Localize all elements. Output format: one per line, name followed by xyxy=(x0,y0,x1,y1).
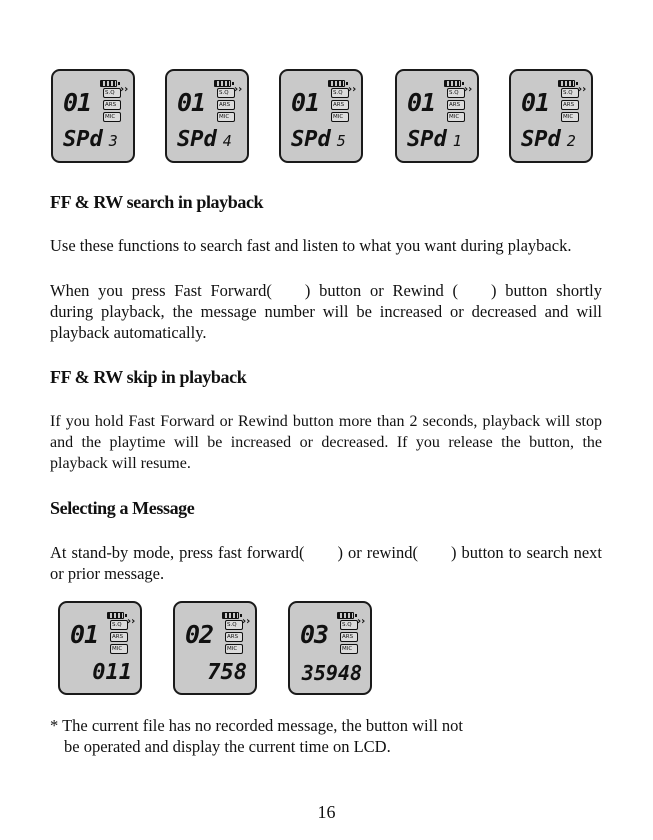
lcd-mode-indicators xyxy=(561,88,585,124)
lcd-display-message-02 xyxy=(173,601,257,695)
mode-sq: S.Q ›› xyxy=(340,620,358,630)
battery-icon xyxy=(328,80,345,87)
mode-ars: ARS xyxy=(110,632,128,642)
mode-ars: ARS xyxy=(217,100,235,110)
lcd-message-number: 01 xyxy=(70,620,99,649)
mode-mic: MIC xyxy=(103,112,121,122)
battery-icon xyxy=(100,80,117,87)
lcd-message-number: 03 xyxy=(300,620,329,649)
para-selecting-message: At stand-by mode, press fast forward( ) or rewind( ) button to search next or prior message. xyxy=(50,543,602,583)
lcd-message-number: 01 xyxy=(63,88,92,117)
battery-icon xyxy=(222,612,239,619)
mode-mic: MIC xyxy=(110,644,128,654)
lcd-mode-indicators xyxy=(110,620,134,656)
lcd-speed-readout xyxy=(63,128,125,153)
mode-sq: S.Q ›› xyxy=(110,620,128,630)
mode-ars: ARS xyxy=(103,100,121,110)
lcd-speed-readout xyxy=(291,128,353,153)
lcd-speed-value: 5 xyxy=(336,132,346,150)
lcd-speed-readout xyxy=(521,128,583,153)
footnote-line-1: * The current file has no recorded message, the button will not xyxy=(50,716,463,735)
lcd-display-speed-3 xyxy=(51,69,135,163)
lcd-display-message-01 xyxy=(58,601,142,695)
lcd-display-speed-4 xyxy=(165,69,249,163)
page-number: 16 xyxy=(317,802,336,822)
battery-icon xyxy=(444,80,461,87)
mode-sq: S.Q ›› xyxy=(217,88,235,98)
mode-mic: MIC xyxy=(217,112,235,122)
mode-mic: MIC xyxy=(447,112,465,122)
battery-icon xyxy=(558,80,575,87)
battery-icon xyxy=(337,612,354,619)
lcd-message-number: 01 xyxy=(407,88,436,117)
mode-sq: S.Q ›› xyxy=(331,88,349,98)
lcd-mode-indicators xyxy=(217,88,241,124)
mode-mic: MIC xyxy=(225,644,243,654)
battery-icon xyxy=(107,612,124,619)
lcd-message-number: 01 xyxy=(291,88,320,117)
lcd-time-readout: 758 xyxy=(207,660,247,685)
lcd-time-readout: 011 xyxy=(92,660,132,685)
footnote-line-2: be operated and display the current time on LCD. xyxy=(64,737,391,756)
lcd-speed-value: 1 xyxy=(452,132,462,150)
lcd-speed-value: 2 xyxy=(566,132,576,150)
mode-ars: ARS xyxy=(225,632,243,642)
lcd-speed-readout xyxy=(177,128,239,153)
lcd-message-number: 02 xyxy=(185,620,214,649)
mode-sq: S.Q ›› xyxy=(103,88,121,98)
mode-ars: ARS xyxy=(561,100,579,110)
heading-selecting-message: Selecting a Message xyxy=(50,498,195,518)
mode-mic: MIC xyxy=(340,644,358,654)
lcd-time-readout: 35948 xyxy=(301,661,362,685)
para-ffrw-search-intro: Use these functions to search fast and listen to what you want during playback. xyxy=(50,236,572,255)
mode-mic: MIC xyxy=(331,112,349,122)
lcd-display-speed-1 xyxy=(395,69,479,163)
mode-mic: MIC xyxy=(561,112,579,122)
lcd-speed-label: SPd xyxy=(177,127,217,152)
lcd-speed-label: SPd xyxy=(521,127,561,152)
lcd-mode-indicators xyxy=(447,88,471,124)
para-ffrw-search-detail: When you press Fast Forward( ) button or Rewind ( ) button shortly during playback, the message number will be increased or decreased and will playback automatically. xyxy=(50,281,602,342)
lcd-speed-label: SPd xyxy=(63,127,103,152)
mode-sq: S.Q ›› xyxy=(561,88,579,98)
lcd-mode-indicators xyxy=(331,88,355,124)
mode-sq: S.Q ›› xyxy=(447,88,465,98)
mode-sq: S.Q ›› xyxy=(225,620,243,630)
lcd-speed-label: SPd xyxy=(291,127,331,152)
lcd-mode-indicators xyxy=(340,620,364,656)
heading-ffrw-search: FF & RW search in playback xyxy=(50,192,264,212)
mode-ars: ARS xyxy=(447,100,465,110)
heading-ffrw-skip: FF & RW skip in playback xyxy=(50,367,247,387)
lcd-mode-indicators xyxy=(225,620,249,656)
lcd-speed-value: 3 xyxy=(108,132,118,150)
lcd-speed-label: SPd xyxy=(407,127,447,152)
lcd-message-number: 01 xyxy=(177,88,206,117)
lcd-speed-readout xyxy=(407,128,469,153)
mode-ars: ARS xyxy=(340,632,358,642)
lcd-message-number: 01 xyxy=(521,88,550,117)
lcd-display-message-03 xyxy=(288,601,372,695)
lcd-speed-value: 4 xyxy=(222,132,232,150)
battery-icon xyxy=(214,80,231,87)
lcd-mode-indicators xyxy=(103,88,127,124)
para-ffrw-skip: If you hold Fast Forward or Rewind button more than 2 seconds, playback will stop and the playtime will be increased or decreased. If you release the button, the playback will resume. xyxy=(50,413,602,472)
lcd-display-speed-5 xyxy=(279,69,363,163)
mode-ars: ARS xyxy=(331,100,349,110)
lcd-display-speed-2 xyxy=(509,69,593,163)
